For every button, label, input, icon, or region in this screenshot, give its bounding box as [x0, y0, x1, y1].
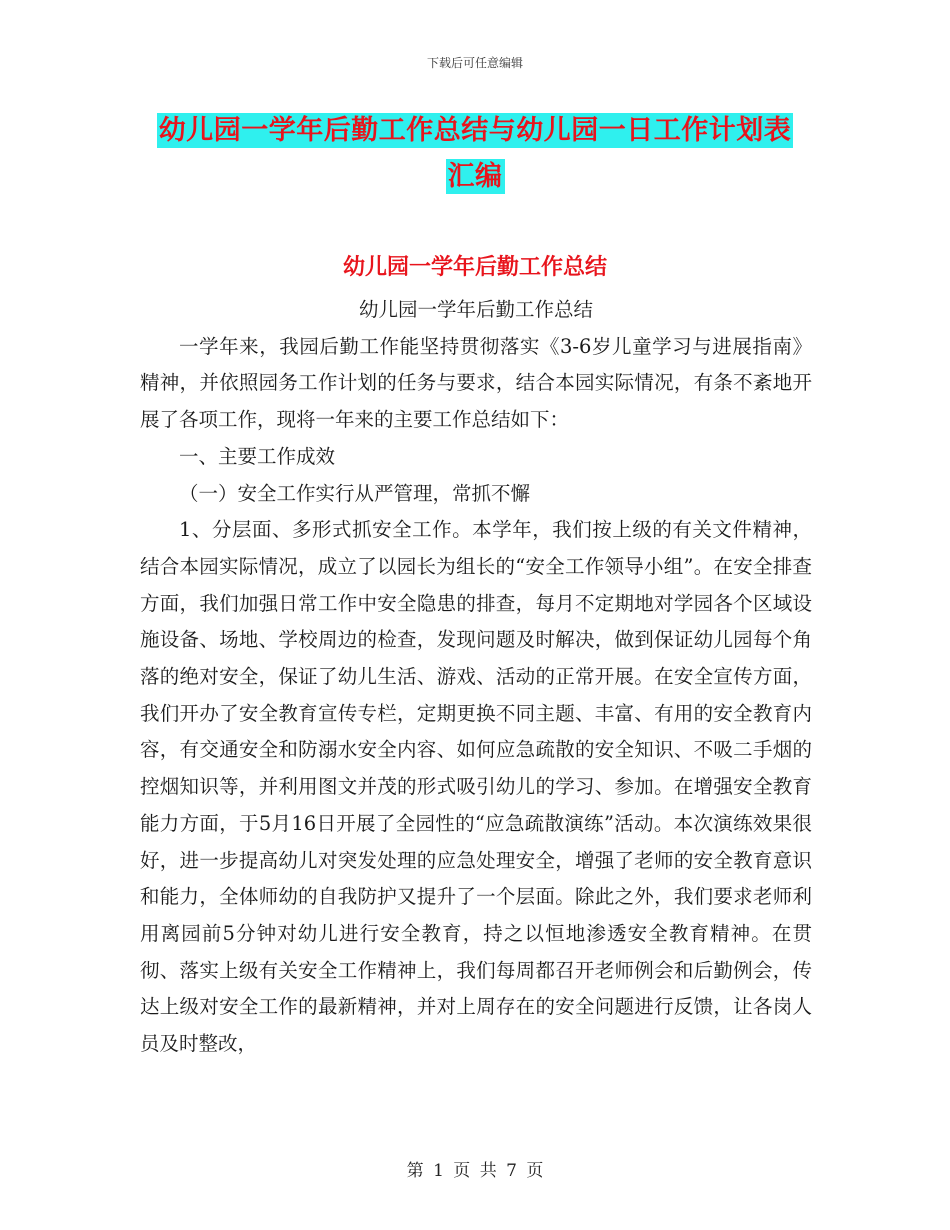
page-indicator: 第 1 页 共 7 页 — [406, 1161, 544, 1181]
paragraph-safety-details: 1、分层面、多形式抓安全工作。本学年，我们按上级的有关文件精神，结合本园实际情况，成立了以园长为组长的“安全工作领导小组”。在安全排查方面，我们加强日常工作中安全隐患的排查，每月不定期地对学园各个区域设施设备、场地、学校周边的检查，发现问题及时解决，做到保证幼儿园每个角落的绝对安全，保证了幼儿生活、游戏、活动的正常开展。在安全宣传方面，我们开办了安全教育宣传专栏，定期更换不同主题、丰富、有用的安全教育内容，有交通安全和防溺水安全内容、如何应急疏散的安全知识、不吸二手烟的控烟知识等，并利用图文并茂的形式吸引幼儿的学习、参加。在增强安全教育能力方面，于5月16日开展了全园性的“应急疏散演练”活动。本次演练效果很好，进一步提高幼儿对突发处理的应急处理安全，增强了老师的安全教育意识和能力，全体师幼的自我防护又提升了一个层面。除此之外，我们要求老师利用离园前5分钟对幼儿进行安全教育，持之以恒地渗透安全教育精神。在贯彻、落实上级有关安全工作精神上，我们每周都召开老师例会和后勤例会，传达上级对安全工作的最新精神，并对上周存在的安全问题进行反馈，让各岗人员及时整改， — [140, 518, 812, 1056]
document-subtitle: 幼儿园一学年后勤工作总结 — [358, 298, 593, 321]
document-body — [140, 292, 812, 1063]
heading-main-achievements: 一、主要工作成效 — [179, 444, 336, 468]
header-note: 下载后可任意编辑 — [426, 56, 523, 70]
document-title-line-1: 幼儿园一学年后勤工作总结与幼儿园一日工作计划表 — [158, 115, 792, 146]
heading-safety-work: （一）安全工作实行从严管理，常抓不懈 — [179, 481, 531, 505]
paragraph-intro: 一学年来，我园后勤工作能坚持贯彻落实《3-6岁儿童学习与进展指南》精神，并依照园务工作计划的任务与要求，结合本园实际情况，有条不紊地开展了各项工作，现将一年来的主要工作总结如下： — [140, 334, 812, 432]
document-title-line-2: 汇编 — [447, 161, 503, 192]
document-title — [140, 108, 810, 200]
section-title: 幼儿园一学年后勤工作总结 — [342, 255, 607, 280]
